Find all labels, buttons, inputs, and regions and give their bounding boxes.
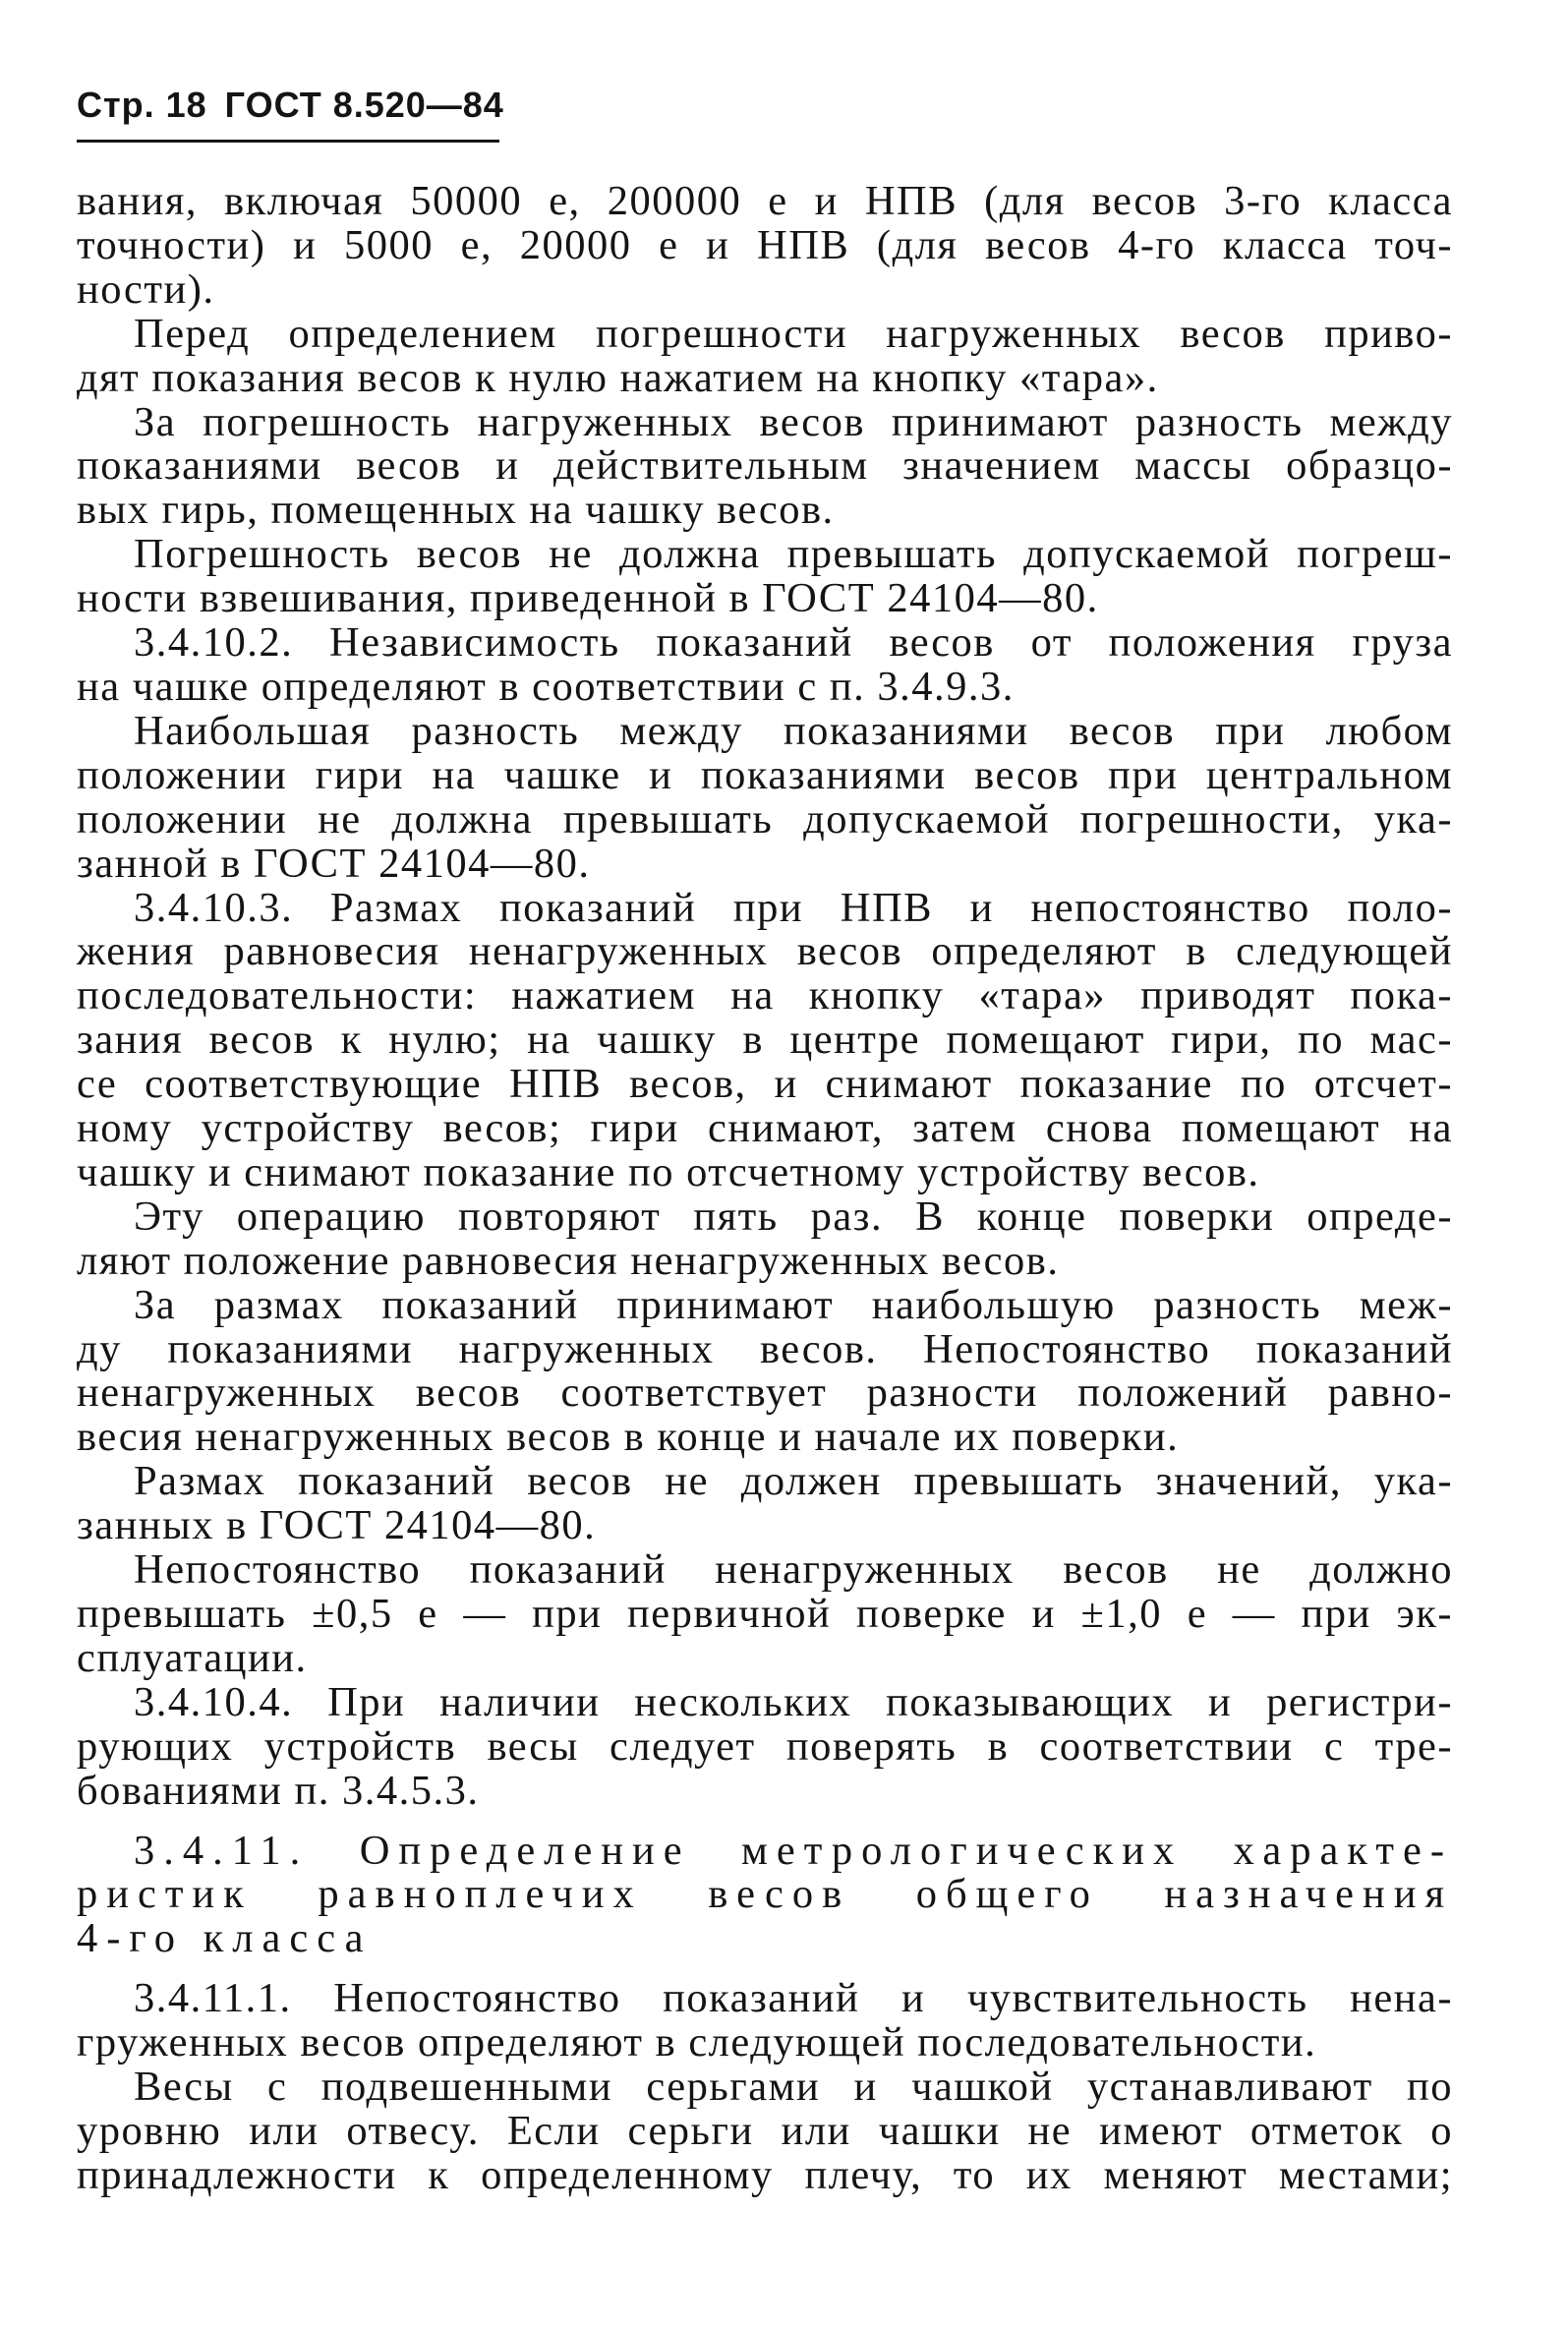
text-line: весия ненагруженных весов в конце и начале их поверки. — [77, 1414, 1180, 1461]
text-line: Перед определением погрешности нагруженных весов приво- — [134, 310, 1453, 357]
text-line: 3.4.10.3. Размах показаний при НПВ и непостоянство поло- — [134, 884, 1453, 931]
text-line: показаниями весов и действительным значением массы образцо- — [77, 442, 1453, 490]
text-line: Непостоянство показаний ненагруженных весов не должно — [134, 1546, 1453, 1594]
header-rule — [77, 140, 499, 143]
text-line: сплуатации. — [77, 1634, 308, 1681]
text-line: положении не должна превышать допускаемой погрешности, ука- — [77, 795, 1453, 843]
text-line: на чашке определяют в соответствии с п. 3.4.9.3. — [77, 663, 1015, 710]
text-line: Весы с подвешенными серьгами и чашкой устанавливают по — [134, 2064, 1453, 2111]
text-line: 3.4.10.2. Независимость показаний весов от положения груза — [134, 619, 1453, 667]
text-line: ному устройству весов; гири снимают, затем снова помещают на — [77, 1105, 1453, 1152]
text-line: 3.4.11.1. Непостоянство показаний и чувствительность нена- — [134, 1975, 1453, 2022]
page-header — [77, 85, 522, 126]
body-paragraphs — [77, 180, 1453, 1814]
text-line: Эту операцию повторяют пять раз. В конце поверки опреде- — [134, 1193, 1453, 1240]
text-line: Размах показаний весов не должен превышать значений, ука- — [134, 1458, 1453, 1505]
text-line: чашку и снимают показание по отсчетному устройству весов. — [77, 1148, 1260, 1195]
text-line: превышать ±0,5 е — при первичной поверке и ±1,0 е — при эк- — [77, 1591, 1453, 1637]
text-line: вых гирь, помещенных на чашку весов. — [77, 487, 835, 534]
text-line: последовательности: нажатием на кнопку «тара» приводят пока- — [77, 972, 1453, 1019]
text-line: ду показаниями нагруженных весов. Непостоянство показаний — [77, 1325, 1453, 1372]
text-line: занных в ГОСТ 24104—80. — [77, 1502, 597, 1549]
text-line: занной в ГОСТ 24104—80. — [77, 840, 591, 887]
text-line: Наибольшая разность между показаниями весов при любом — [134, 707, 1453, 754]
text-line: За погрешность нагруженных весов принимают разность между — [134, 398, 1453, 445]
heading-line: 3.4.11. Определение метрологических характе- — [134, 1827, 1453, 1874]
section-heading — [77, 1827, 1453, 1962]
tail-paragraphs — [77, 1977, 1453, 2198]
text-line: бованиями п. 3.4.5.3. — [77, 1767, 480, 1814]
heading-line: ристик равноплечих весов общего назначения — [77, 1871, 1453, 1918]
text-line: груженных весов определяют в следующей последовательности. — [77, 2019, 1317, 2066]
text-line: ности взвешивания, приведенной в ГОСТ 24104—80. — [77, 575, 1099, 622]
text-line: зания весов к нулю; на чашку в центре помещают гири, по мас- — [77, 1017, 1453, 1064]
page-number: Стр. 18 — [77, 85, 207, 125]
text-line: се соответствующие НПВ весов, и снимают показание по отсчет- — [77, 1061, 1453, 1108]
text-line: 3.4.10.4. При наличии нескольких показывающих и регистри- — [134, 1678, 1453, 1725]
text-line: вания, включая 50000 е, 200000 е и НПВ (для весов 3-го класса — [77, 178, 1453, 224]
heading-line: 4-го класса — [77, 1915, 373, 1962]
text-line: ляют положение равновесия ненагруженных весов. — [77, 1237, 1060, 1284]
text-line: положении гири на чашке и показаниями весов при центральном — [77, 751, 1453, 798]
body-text — [77, 180, 1453, 2198]
text-line: точности) и 5000 е, 20000 е и НПВ (для весов 4-го класса точ- — [77, 221, 1453, 268]
standard-designation: ГОСТ 8.520—84 — [224, 85, 504, 125]
text-line: жения равновесия ненагруженных весов определяют в следующей — [77, 928, 1453, 975]
text-line: рующих устройств весы следует поверять в соответствии с тре- — [77, 1722, 1453, 1770]
text-line: За размах показаний принимают наибольшую разность меж- — [134, 1281, 1453, 1328]
text-line: Погрешность весов не должна превышать допускаемой погреш- — [134, 531, 1453, 578]
text-line: дят показания весов к нулю нажатием на кнопку «тара». — [77, 354, 1159, 401]
text-line: ненагруженных весов соответствует разности положений равно- — [77, 1369, 1453, 1417]
text-line: принадлежности к определенному плечу, то их меняют местами; — [77, 2151, 1453, 2198]
text-line: ности). — [77, 265, 215, 313]
text-line: уровню или отвесу. Если серьги или чашки не имеют отметок о — [77, 2107, 1453, 2154]
